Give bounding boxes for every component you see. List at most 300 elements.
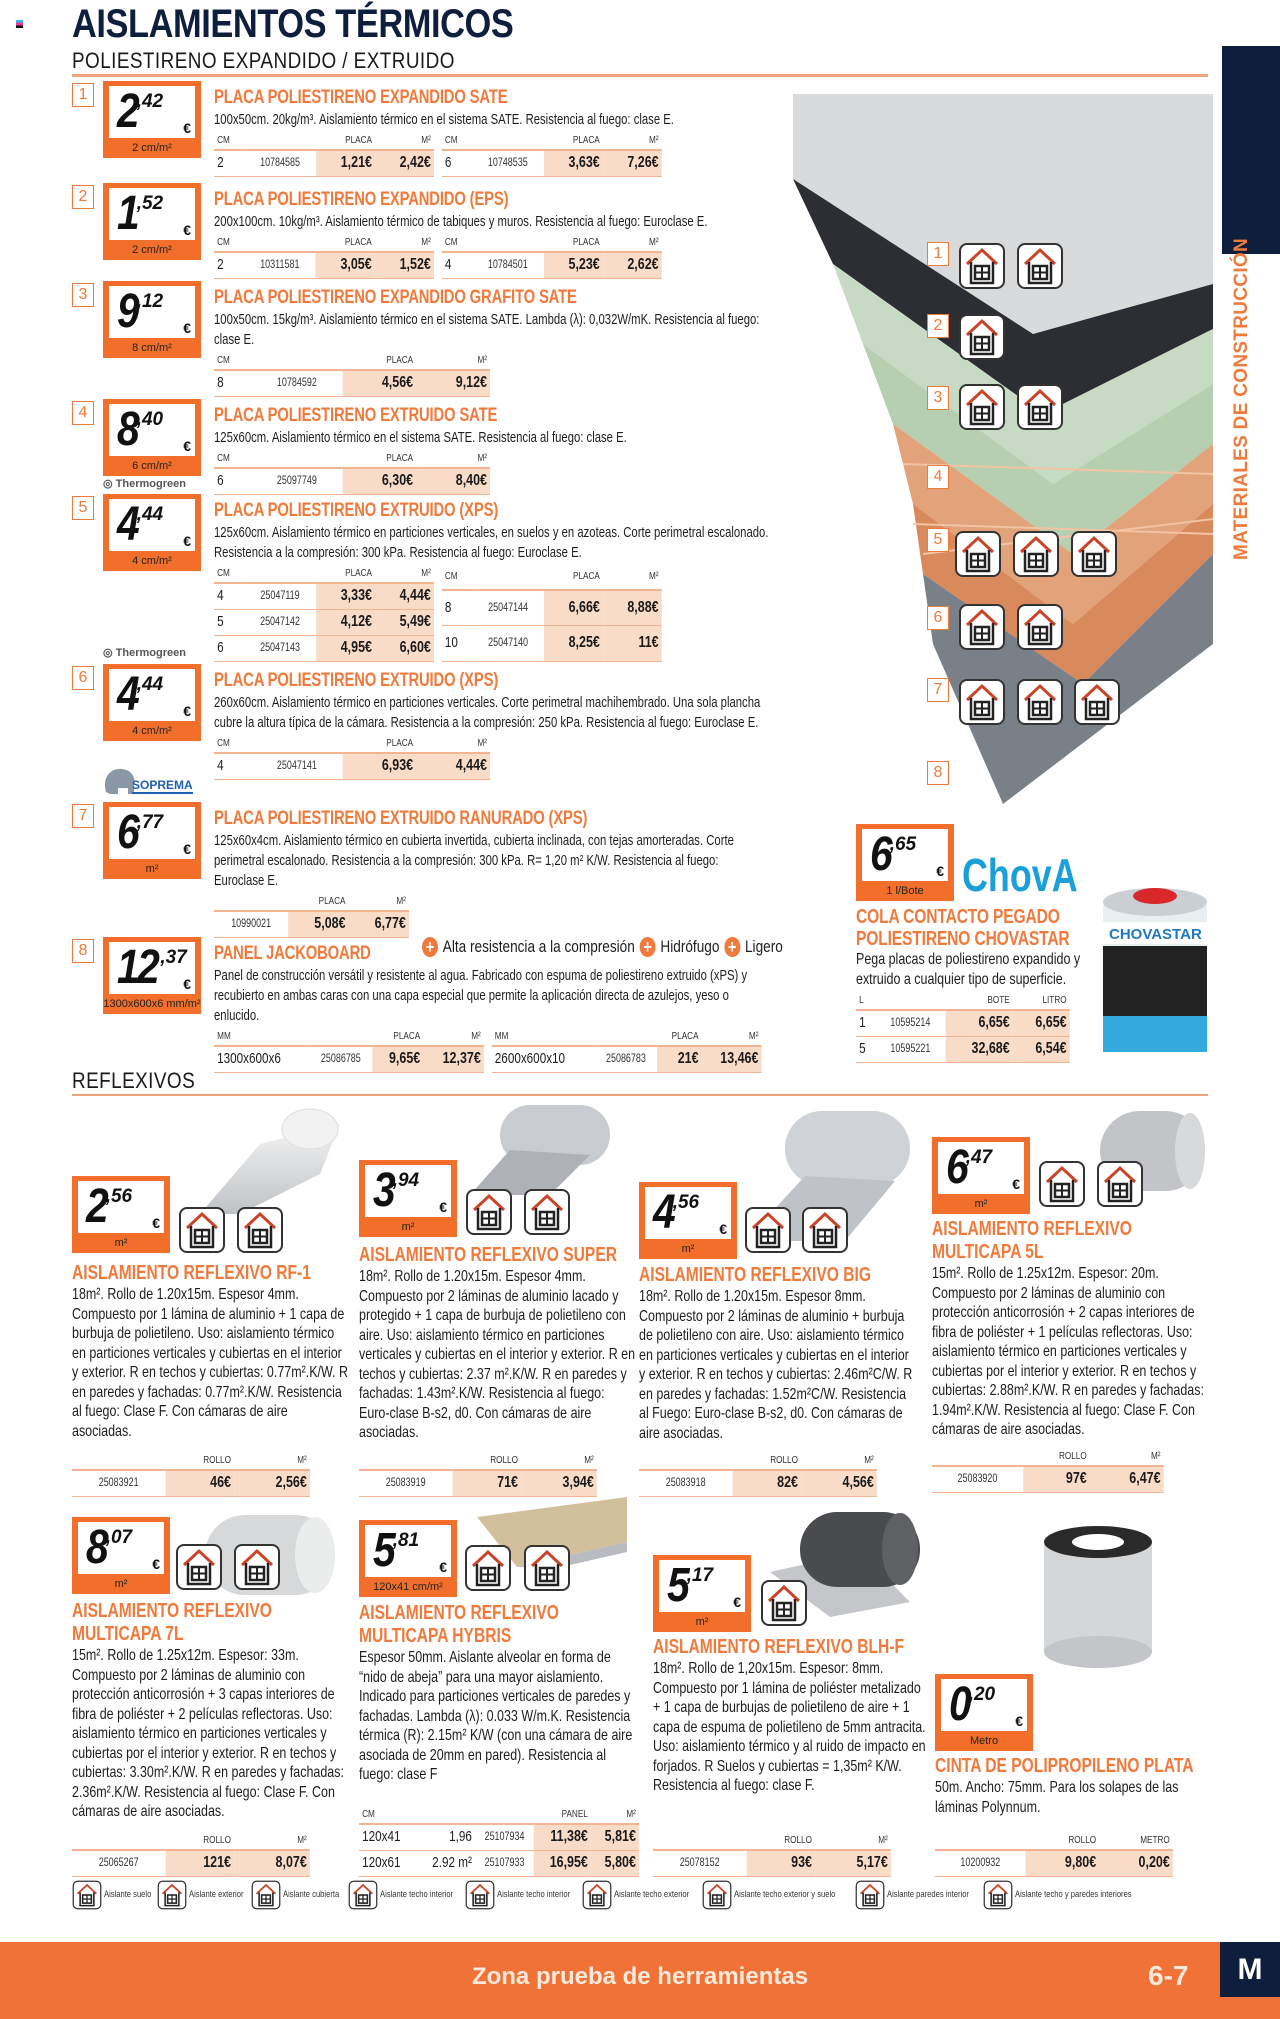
table-header: LITRO (1013, 990, 1070, 1010)
table-row (214, 468, 490, 494)
table-header (653, 1830, 746, 1850)
article-code: 10784501 (472, 252, 544, 278)
table-header-row (214, 448, 490, 468)
plus-icon: + (724, 937, 740, 957)
price-tables (72, 1450, 310, 1497)
product-description: 15m². Rollo de 1.25x12m. Espesor: 33m. Compuesto por 2 láminas de aluminio con protección anticorrosión + 3 capas interiores de fibra de poliéster + 2 películas reflectoras. Uso: aislamiento térmico en particiones verticales y cubiertas por el interior y exterior. R en techos y cubiertas: 3.30m².K/W. R en paredes y fachadas: 2.36m².K/W. Resistencia al fuego: Clase F. Con cámaras de aire asociadas. (72, 1647, 344, 1820)
price-table (72, 1830, 310, 1877)
tape-roll-image (1040, 1524, 1156, 1670)
table-header: MM (214, 1026, 309, 1046)
chovastar-can-image (1095, 882, 1215, 1067)
house-insulation-icon (958, 242, 1006, 290)
price-unit: 120x41 cm/m² (373, 1581, 443, 1593)
table-header: M² (416, 733, 490, 753)
table-row (214, 911, 409, 937)
price-cell: 3,63€ (544, 150, 603, 176)
price-decimals: ,94 (392, 1170, 420, 1191)
price-box (862, 829, 948, 881)
price-decimals: ,17 (686, 1565, 714, 1586)
price-integer: 0 (949, 1679, 970, 1731)
table-header (475, 1804, 534, 1824)
price-cell: 6,30€ (342, 468, 416, 494)
price-decimals: ,44 (136, 674, 164, 695)
table-header: M² (1090, 1446, 1164, 1466)
price-cell: 4,56€ (801, 1470, 877, 1496)
product-description: 125x60x4cm. Aislamiento térmico en cubierta invertida, cubierta inclinada, con tejas amorteradas. Corte perimetral escalonado. Resistencia a la compresión: 300 kPa. R= 1,20 m² K/W. Resistencia al fuego: Euroclase E. (214, 833, 734, 889)
plus-icon: + (640, 937, 656, 957)
table-header-row (214, 130, 434, 150)
price-box (365, 1525, 451, 1577)
price-table (214, 232, 434, 279)
price-cell: 121€ (165, 1850, 234, 1876)
table-header: METRO (1099, 1830, 1173, 1850)
price-cell: 6,54€ (1013, 1036, 1070, 1062)
table-header: CM (442, 563, 472, 590)
price-tables (214, 1026, 769, 1073)
price-tables (214, 891, 769, 938)
price-integer: 6 (946, 1142, 967, 1194)
price-cell: 8,25€ (544, 626, 603, 661)
price-tables (856, 990, 1098, 1063)
legend-label: Aislante techo interior (379, 1889, 453, 1900)
price-table (935, 1830, 1173, 1877)
price-tag (359, 1520, 457, 1597)
price-decimals: ,42 (136, 91, 164, 112)
house-insulation-icon (523, 1188, 571, 1236)
price-unit: 4 cm/m² (132, 555, 172, 567)
price-box (365, 1165, 451, 1217)
price-table-block (639, 1450, 944, 1497)
table-header: BOTE (945, 990, 1012, 1010)
side-tab (1222, 46, 1280, 254)
table-header (472, 232, 544, 252)
currency-symbol: € (183, 976, 191, 992)
house-insulation-icon (1073, 678, 1121, 726)
table-header (244, 130, 316, 150)
table-header (932, 1446, 1023, 1466)
table-header: M² (603, 232, 662, 252)
price-cell: 7,26€ (603, 150, 662, 176)
product-title: CINTA DE POLIPROPILENO PLATA (935, 1755, 1194, 1777)
size-cell: 6 (214, 635, 244, 661)
table-header (244, 232, 316, 252)
brand-name: SOPREMA (132, 778, 193, 792)
table-row (214, 635, 434, 661)
page-title: AISLAMIENTOS TÉRMICOS (72, 2, 514, 46)
price-cell: 3,33€ (316, 583, 375, 609)
price-table (214, 891, 409, 938)
article-code: 25083919 (359, 1470, 452, 1496)
house-insulation-icon (958, 678, 1006, 726)
price-decimals: ,37 (160, 947, 187, 968)
price-cell: 6,66€ (544, 590, 603, 625)
legend-item (983, 1880, 1149, 1910)
product-number: 6 (72, 666, 94, 690)
legend-label: Aislante paredes interior (886, 1889, 969, 1900)
price-decimals: ,07 (105, 1527, 133, 1548)
price-tables (214, 563, 769, 662)
price-unit: 4 cm/m² (132, 725, 172, 737)
price-unit: 1300x600x6 mm/m² (103, 998, 201, 1010)
price-decimals: ,20 (968, 1684, 996, 1705)
house-insulation-icon (958, 313, 1006, 361)
table-header-row (72, 1450, 310, 1470)
price-cell: 9,80€ (1026, 1850, 1100, 1876)
icon-legend (72, 1880, 1149, 1910)
table-header (359, 1450, 452, 1470)
price-table-block (935, 1830, 1240, 1877)
price-decimals: ,56 (672, 1192, 700, 1213)
legend-label: Aislante techo exterior (614, 1889, 690, 1900)
table-header: M² (375, 130, 434, 150)
price-integer: 8 (117, 404, 138, 456)
legend-label: Aislante suelo (104, 1889, 152, 1900)
table-header: M² (234, 1450, 310, 1470)
table-row (214, 252, 434, 278)
house-insulation-icon (954, 530, 1002, 578)
table-header: PLACA (657, 1026, 702, 1046)
table-header (639, 1450, 732, 1470)
price-cell: 6,65€ (945, 1010, 1012, 1036)
article-code: 10311581 (244, 252, 316, 278)
table-header-row (442, 563, 662, 590)
price-table-block (72, 1830, 377, 1877)
price-cell: 1,21€ (316, 150, 375, 176)
size-cell: 120x41 (359, 1824, 416, 1850)
table-header (472, 563, 544, 590)
product-title: PLACA POLIESTIRENO EXTRUIDO RANURADO (XPS) (214, 808, 588, 829)
table-header: CM (214, 563, 244, 583)
price-table (214, 350, 490, 397)
price-cell: 93€ (746, 1850, 815, 1876)
currency-symbol: € (183, 703, 191, 719)
product-description: 125x60cm. Aislamiento térmico en particiones verticales, en suelos y en azoteas. Corte perimetral escalonado. Resistencia a la compresión: 300 kPa. Resistencia al fuego: Euroclase E. (214, 525, 769, 561)
price-box (109, 669, 195, 721)
price-tables (72, 1830, 310, 1877)
board-number: 4 (927, 465, 949, 489)
price-box (645, 1187, 731, 1239)
table-header: PLACA (544, 232, 603, 252)
table-header: M² (416, 350, 490, 370)
price-tag (72, 1517, 170, 1594)
table-row (214, 150, 434, 176)
table-header-row (935, 1830, 1173, 1850)
table-header (251, 733, 342, 753)
brand-name: Thermogreen (115, 647, 186, 659)
house-insulation-icon (1038, 1160, 1086, 1208)
product-title: AISLAMIENTO REFLEXIVO MULTICAPA 5L (932, 1218, 1132, 1263)
price-unit: 8 cm/m² (132, 342, 172, 354)
price-box (109, 188, 195, 240)
price-decimals: ,56 (105, 1186, 133, 1207)
house-insulation-icon (744, 1206, 792, 1254)
price-cell: 46€ (165, 1470, 234, 1496)
table-header: MM (492, 1026, 595, 1046)
house-insulation-icon (958, 603, 1006, 651)
article-code: 25047140 (472, 626, 544, 661)
table-header-row (214, 733, 490, 753)
price-box (109, 499, 195, 551)
board-number: 5 (927, 528, 949, 552)
product-number: 7 (72, 804, 94, 828)
house-insulation-icon (582, 1880, 612, 1910)
table-header-row (214, 232, 434, 252)
product-description: 15m². Rollo de 1.25x12m. Espesor: 20m. Compuesto por 2 láminas de aluminio con protección anticorrosión + 2 capas interiores de fibra de poliéster + 1 películas reflectoras. Uso: aislamiento térmico en particiones verticales y cubiertas por el interior y exterior. R en techos y cubiertas: 2.88m².K/W. R en paredes y fachadas: 1.94m².K/W. Resistencia al fuego: Clase F. Con cámaras de aire asociadas. (932, 1265, 1204, 1438)
house-insulation-icon (175, 1543, 223, 1591)
section-divider (72, 1094, 1208, 1096)
table-header-row (214, 891, 409, 911)
table-row (932, 1466, 1164, 1492)
table-header: M² (375, 563, 434, 583)
table-header (72, 1450, 165, 1470)
price-table (214, 448, 490, 495)
feature: Ligero (744, 937, 783, 956)
size-cell: 1 (856, 1010, 875, 1036)
price-decimals: ,77 (136, 812, 164, 833)
price-table-block (932, 1446, 1229, 1493)
table-header (309, 1026, 372, 1046)
size-cell: 2.92 m² (416, 1850, 475, 1876)
table-row (935, 1850, 1173, 1876)
article-code: 10784592 (251, 370, 342, 396)
table-row (492, 1046, 762, 1072)
house-insulation-icon (983, 1880, 1013, 1910)
price-cell: 4,95€ (316, 635, 375, 661)
house-insulation-icon (464, 1544, 512, 1592)
price-box (109, 286, 195, 338)
product-title: AISLAMIENTO REFLEXIVO BIG (639, 1264, 872, 1286)
price-integer: 4 (117, 499, 138, 551)
house-insulation-icon (523, 1544, 571, 1592)
price-table (442, 130, 662, 177)
section-divider (72, 74, 1208, 77)
price-integer: 6 (870, 829, 891, 881)
size-cell: 1300x600x6 (214, 1046, 309, 1072)
price-integer: 9 (117, 286, 138, 338)
price-cell: 12,37€ (423, 1046, 484, 1072)
price-cell: 5,17€ (815, 1850, 891, 1876)
price-tables (653, 1830, 891, 1877)
table-header-row (359, 1804, 639, 1824)
price-cell: 2,62€ (603, 252, 662, 278)
article-code: 10595221 (875, 1036, 945, 1062)
price-cell: 3,94€ (521, 1470, 597, 1496)
price-cell: 3,05€ (316, 252, 375, 278)
price-decimals: ,40 (136, 409, 164, 430)
price-tag (72, 1176, 170, 1253)
price-table (932, 1446, 1164, 1493)
board-number: 3 (927, 386, 949, 410)
article-code: 10748535 (472, 150, 544, 176)
table-row (72, 1850, 310, 1876)
article-code: 10784585 (244, 150, 316, 176)
price-cell: 4,56€ (342, 370, 416, 396)
price-decimals: ,52 (136, 193, 164, 214)
article-code: 25083921 (72, 1470, 165, 1496)
table-header: CM (214, 350, 251, 370)
product-title: PLACA POLIESTIRENO EXPANDIDO SATE (214, 87, 508, 108)
page-number: 6-7 (1148, 1960, 1189, 1991)
product-title: PANEL JACKOBOARD (214, 943, 371, 964)
article-code: 25097749 (251, 468, 342, 494)
price-cell: 8,07€ (234, 1850, 310, 1876)
table-header: M² (801, 1450, 877, 1470)
table-header: PLACA (316, 232, 375, 252)
table-header: L (856, 990, 875, 1010)
price-table (442, 232, 662, 279)
plus-icon: + (422, 937, 438, 957)
house-insulation-icon (855, 1880, 885, 1910)
table-row (442, 590, 662, 625)
price-cell: 5,80€ (591, 1850, 639, 1876)
size-cell: 5 (856, 1036, 875, 1062)
price-cell: 4,44€ (416, 753, 490, 779)
article-code: 10595214 (875, 1010, 945, 1036)
size-cell: 10 (442, 626, 472, 661)
product-title: PLACA POLIESTIRENO EXTRUIDO (XPS) (214, 500, 499, 521)
currency-symbol: € (183, 120, 191, 136)
table-header-row (72, 1830, 310, 1850)
price-tag (932, 1137, 1030, 1214)
article-code: 25065267 (72, 1850, 165, 1876)
price-unit: m² (401, 1221, 415, 1233)
legend-label: Aislante techo interior (496, 1889, 570, 1900)
article-code: 25107934 (475, 1824, 534, 1850)
footer-bar (0, 1942, 1280, 2019)
table-header-row (214, 1026, 484, 1046)
currency-symbol: € (439, 1559, 447, 1575)
product-description: 50m. Ancho: 75mm. Para los solapes de las láminas Polynnum. (935, 1779, 1179, 1816)
product-description: 260x60cm. Aislamiento térmico en particiones verticales. Corte perimetral machihembrado. Una sola plancha cubre la altura típica de la cámara. Resistencia a la compresión: 250 kPa. Resistencia al fuego: Euroclase E. (214, 695, 761, 731)
price-tag (359, 1160, 457, 1237)
table-row (214, 1046, 484, 1072)
table-header: CM (214, 130, 244, 150)
price-tag (103, 937, 201, 1014)
house-insulation-icon (157, 1880, 187, 1910)
house-insulation-icon (702, 1880, 732, 1910)
price-table (442, 563, 662, 662)
table-header: ROLLO (746, 1830, 815, 1850)
table-header (72, 1830, 165, 1850)
house-insulation-icon (1016, 242, 1064, 290)
product-title: PLACA POLIESTIRENO EXTRUIDO (XPS) (214, 670, 499, 691)
table-header: CM (214, 232, 244, 252)
price-tag (856, 824, 954, 901)
article-code: 25083918 (639, 1470, 732, 1496)
currency-symbol: € (733, 1594, 741, 1610)
price-cell: 11€ (603, 626, 662, 661)
board-number: 8 (927, 761, 949, 785)
table-header: PLACA (316, 130, 375, 150)
table-row (72, 1470, 310, 1496)
price-table (856, 990, 1070, 1063)
price-table (214, 1026, 484, 1073)
price-cell: 2,56€ (234, 1470, 310, 1496)
table-header: PLACA (544, 130, 603, 150)
legend-item (702, 1880, 849, 1910)
price-tables (935, 1830, 1173, 1877)
table-row (442, 252, 662, 278)
table-header-row (359, 1450, 597, 1470)
table-header: M² (591, 1804, 639, 1824)
price-cell: 71€ (452, 1470, 521, 1496)
product-description: 125x60cm. Aislamiento térmico en el sistema SATE. Resistencia al fuego: clase E. (214, 430, 627, 446)
article-code: 25047141 (251, 753, 342, 779)
table-header: M² (603, 130, 662, 150)
price-unit: m² (974, 1198, 988, 1210)
product-number: 8 (72, 939, 94, 963)
table-row (856, 1010, 1070, 1036)
article-code: 25047143 (244, 635, 316, 661)
board-number: 1 (927, 242, 949, 266)
board-number: 2 (927, 314, 949, 338)
table-header: M² (521, 1450, 597, 1470)
size-cell: 120x61 (359, 1850, 416, 1876)
table-header-row (442, 130, 662, 150)
table-header (935, 1830, 1026, 1850)
price-tables (932, 1446, 1164, 1493)
table-header (214, 891, 288, 911)
section-title-poliestireno: POLIESTIRENO EXPANDIDO / EXTRUIDO (72, 48, 455, 73)
table-header: PANEL (534, 1804, 591, 1824)
category-label: MATERIALES DE CONSTRUCCIÓN (1231, 237, 1252, 560)
price-tables (214, 232, 769, 279)
table-row (359, 1470, 597, 1496)
table-header: ROLLO (165, 1450, 234, 1470)
table-header: PLACA (342, 733, 416, 753)
price-box (78, 1522, 164, 1574)
table-header (244, 563, 316, 583)
legend-item (348, 1880, 459, 1910)
currency-symbol: € (183, 320, 191, 336)
currency-symbol: € (183, 533, 191, 549)
brand-logo: M (1220, 1942, 1280, 1997)
price-integer: 6 (117, 807, 138, 859)
price-integer: 2 (86, 1181, 107, 1233)
article-code: 25107933 (475, 1850, 534, 1876)
table-header: ROLLO (452, 1450, 521, 1470)
price-integer: 4 (653, 1187, 674, 1239)
price-table (214, 733, 490, 780)
legend-label: Aislante techo exterior y suelo (734, 1889, 836, 1900)
price-tables (214, 733, 769, 780)
currency-symbol: € (183, 438, 191, 454)
price-tag (103, 802, 201, 879)
article-code: 25078152 (653, 1850, 746, 1876)
house-insulation-icon (801, 1206, 849, 1254)
article-code: 25047144 (472, 590, 544, 625)
legend-label: Aislante cubierta (283, 1889, 340, 1900)
price-table (359, 1450, 597, 1497)
price-integer: 2 (117, 86, 138, 138)
house-insulation-icon (1012, 530, 1060, 578)
price-unit: m² (145, 863, 159, 875)
price-box (109, 942, 195, 994)
article-code: 25083920 (932, 1466, 1023, 1492)
price-unit: m² (681, 1243, 695, 1255)
table-row (856, 1036, 1070, 1062)
size-cell: 8 (214, 370, 251, 396)
article-code: 10200932 (935, 1850, 1026, 1876)
price-table (214, 130, 434, 177)
table-header-row (639, 1450, 877, 1470)
size-cell: 4 (214, 753, 251, 779)
house-insulation-icon (348, 1880, 378, 1910)
table-header: PLACA (316, 563, 375, 583)
size-cell: 2 (214, 252, 244, 278)
table-row (442, 150, 662, 176)
svg-text:CHOVASTAR: CHOVASTAR (1109, 926, 1202, 943)
